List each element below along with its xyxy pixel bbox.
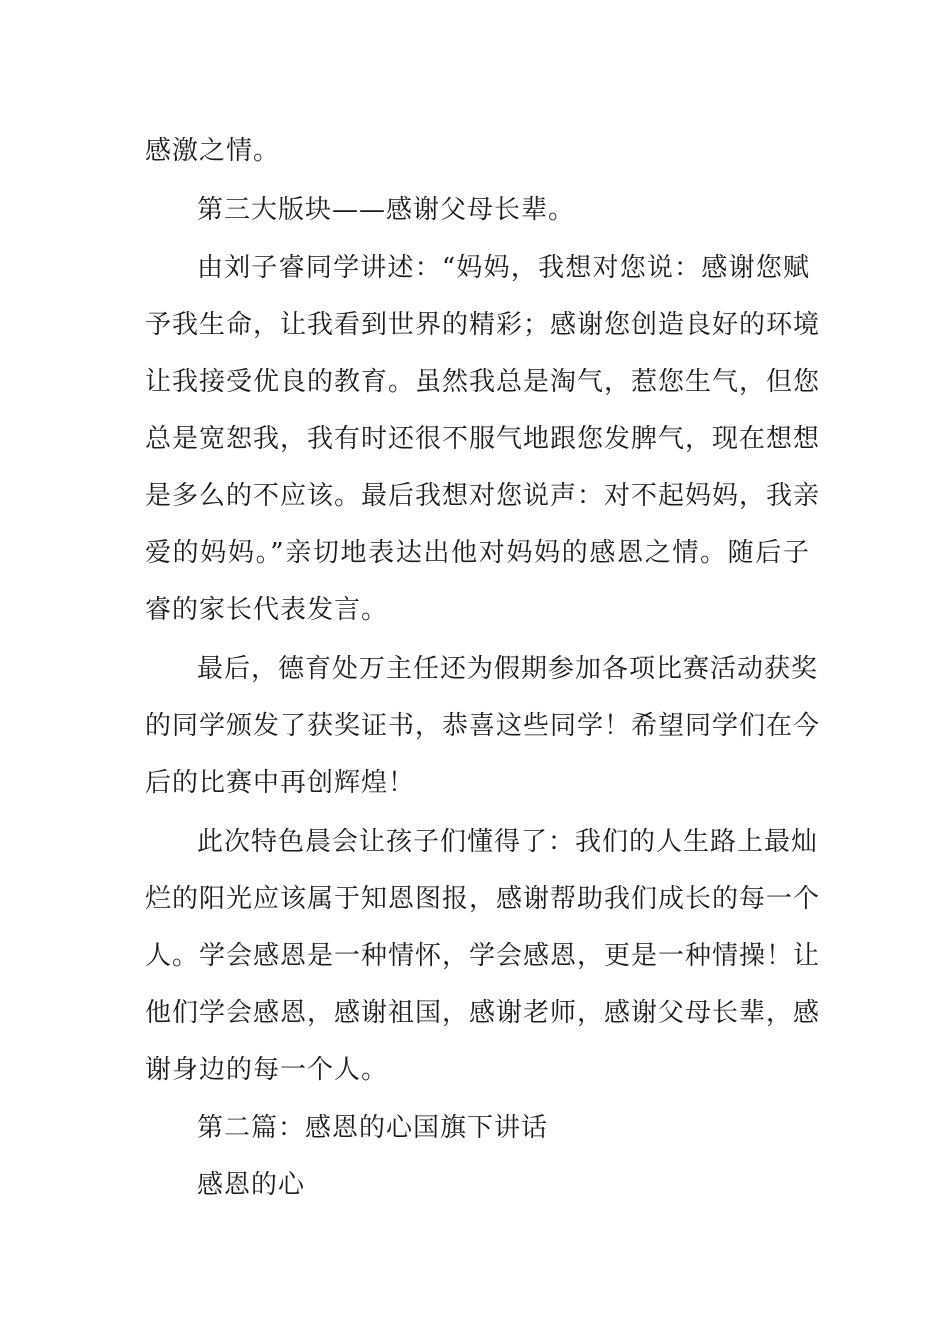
paragraph-line: 总是宽恕我，我有时还很不服气地跟您发脾气，现在想想 [145,424,821,454]
paragraph-line: 予我生命，让我看到世界的精彩；感谢您创造良好的环境 [145,310,821,340]
article-heading: 第二篇：感恩的心国旗下讲话 [197,1113,549,1143]
paragraph-line: 此次特色晨会让孩子们懂得了：我们的人生路上最灿 [197,827,819,857]
paragraph-line: 爱的妈妈。”亲切地表达出他对妈妈的感恩之情。随后子 [145,538,810,568]
paragraph-line: 后的比赛中再创辉煌！ [145,768,416,798]
paragraph-line: 谢身边的每一个人。 [145,1055,389,1085]
paragraph-line: 是多么的不应该。最后我想对您说声：对不起妈妈，我亲 [145,481,821,511]
paragraph-line: 最后，德育处万主任还为假期参加各项比赛活动获奖 [197,654,819,684]
paragraph-line: 睿的家长代表发言。 [145,595,389,625]
paragraph-line: 烂的阳光应该属于知恩图报，感谢帮助我们成长的每一个 [145,884,821,914]
section-heading: 第三大版块——感谢父母长辈。 [197,195,576,225]
paragraph-line: 人。学会感恩是一种情怀，学会感恩，更是一种情操！让 [145,941,821,971]
paragraph-line: 由刘子睿同学讲述：“妈妈，我想对您说：感谢您赋 [197,253,810,283]
paragraph-line: 的同学颁发了获奖证书，恭喜这些同学！希望同学们在今 [145,711,821,741]
article-title: 感恩的心 [197,1170,306,1200]
paragraph-line: 感激之情。 [145,136,281,166]
paragraph-line: 他们学会感恩，感谢祖国，感谢老师，感谢父母长辈，感 [145,998,821,1028]
paragraph-line: 让我接受优良的教育。虽然我总是淘气，惹您生气，但您 [145,367,821,397]
